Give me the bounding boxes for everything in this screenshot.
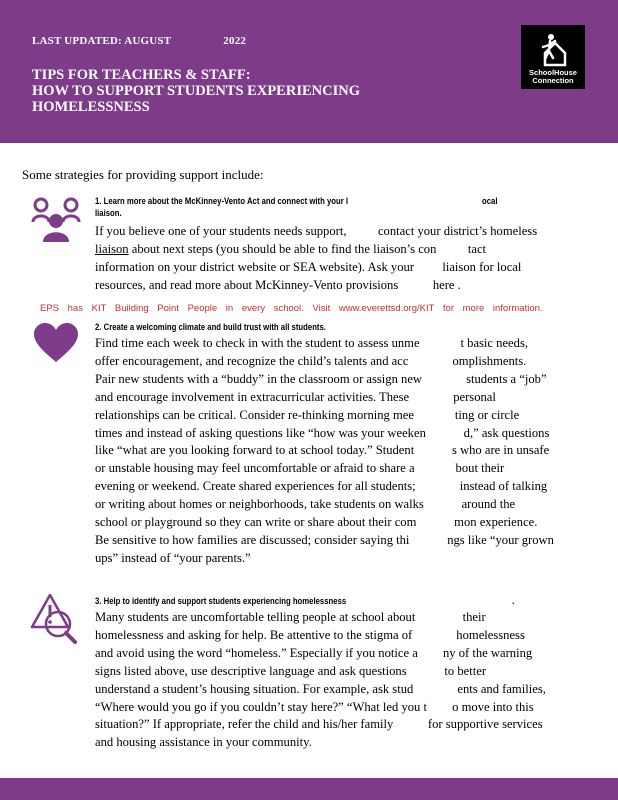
title-line: HOMELESSNESS <box>32 99 150 115</box>
people-icon <box>31 196 81 247</box>
paragraph-line: If you believe one of your students needs support, contact your district’s homeless <box>95 224 538 238</box>
section-heading: liaison. <box>95 208 122 218</box>
paragraph-line: Find time each week to check in with the student to assess unme t basic needs, <box>95 336 528 350</box>
paragraph-line: homelessness and asking for help. Be attentive to the stigma of homelessness <box>95 627 525 642</box>
paragraph-line <box>95 241 595 259</box>
paragraph-line: and encourage involvement in extracurricular activities. These personal <box>95 389 496 404</box>
paragraph-line: signs listed above, use descriptive language and ask questions to better <box>95 663 487 678</box>
paragraph-line: understand a student’s housing situation. For example, ask stud ents and families, <box>95 681 546 696</box>
section-1 <box>95 195 595 295</box>
section-heading <box>95 595 525 607</box>
paragraph-line: Pair new students with a “buddy” in the classroom or assign new students a “job” <box>95 371 547 386</box>
svg-text:SchoolHouse: SchoolHouse <box>529 68 577 77</box>
paragraph-text: about next steps (you should be able to find the liaison’s con tact <box>131 241 487 256</box>
intro-text: Some strategies for providing support include: <box>22 167 264 182</box>
paragraph-line: “Where would you go if you couldn’t stay here?” “What led you t o move into this <box>95 699 534 714</box>
section-heading: 2. Create a welcoming climate and build trust with all students. <box>95 322 326 332</box>
updated-year: 2022 <box>223 35 247 47</box>
header-banner <box>0 0 618 143</box>
heart-icon <box>33 323 79 368</box>
paragraph-line: information on your district website or SEA website). Ask your liaison for local <box>95 259 522 274</box>
paragraph-line: resources, and read more about McKinney-Vento provisions here . <box>95 277 461 292</box>
paragraph-line: or unstable housing may feel uncomfortable or afraid to share a bout their <box>95 461 505 476</box>
last-updated <box>32 35 246 47</box>
heading-text: 3. Help to identify and support students experiencing homelessness <box>95 596 347 606</box>
paragraph-line: Many students are uncomfortable telling people at school about their <box>95 610 486 624</box>
footer-bar <box>0 778 618 800</box>
heading-text: 1. Learn more about the McKinney-Vento Act and connect with your l <box>95 196 349 206</box>
paragraph-line: ups” instead of “your parents.” <box>95 550 251 565</box>
title-line: HOW TO SUPPORT STUDENTS EXPERIENCING <box>32 83 360 99</box>
updated-label: LAST UPDATED: AUGUST <box>32 35 172 47</box>
paragraph-line: situation?” If appropriate, refer the child and his/her family for supportive services <box>95 717 543 732</box>
paragraph-line: offer encouragement, and recognize the child’s talents and acc omplishments. <box>95 353 527 368</box>
svg-text:Connection: Connection <box>532 76 574 85</box>
warning-search-icon <box>30 592 80 649</box>
section-2 <box>95 321 595 568</box>
paragraph-line: times and instead of asking questions like “how was your weeken d,” ask questions <box>95 425 550 440</box>
paragraph-line: school or playground so they can write or share about their com mon experience. <box>95 515 538 530</box>
paragraph-line: Be sensitive to how families are discussed; consider saying thi ngs like “your grown <box>95 532 554 547</box>
heading-text: ocal <box>482 196 498 206</box>
heading-text: . <box>512 596 515 606</box>
section-3 <box>95 595 595 752</box>
page-title <box>32 67 432 115</box>
paragraph-line: or writing about homes or neighborhoods, take students on walks around the <box>95 497 516 512</box>
section-heading <box>95 195 525 207</box>
paragraph-line: and avoid using the word “homeless.” Especially if you notice a ny of the warning <box>95 645 533 660</box>
paragraph-line: evening or weekend. Create shared experiences for all students; instead of talking <box>95 479 548 494</box>
paragraph-line: like “what are you looking forward to at school today.” Student s who are in unsafe <box>95 443 550 458</box>
paragraph-line: relationships can be critical. Consider re-thinking morning mee ting or circle <box>95 407 520 422</box>
eps-note: EPS has KIT Building Point People in every school. Visit www.everettsd.org/KIT for more information. <box>40 303 543 314</box>
paragraph-line: and housing assistance in your community. <box>95 735 312 750</box>
schoolhouse-logo-icon <box>521 25 585 89</box>
liaison-link[interactable]: liaison <box>95 241 129 256</box>
title-line: TIPS FOR TEACHERS & STAFF: <box>32 67 251 83</box>
